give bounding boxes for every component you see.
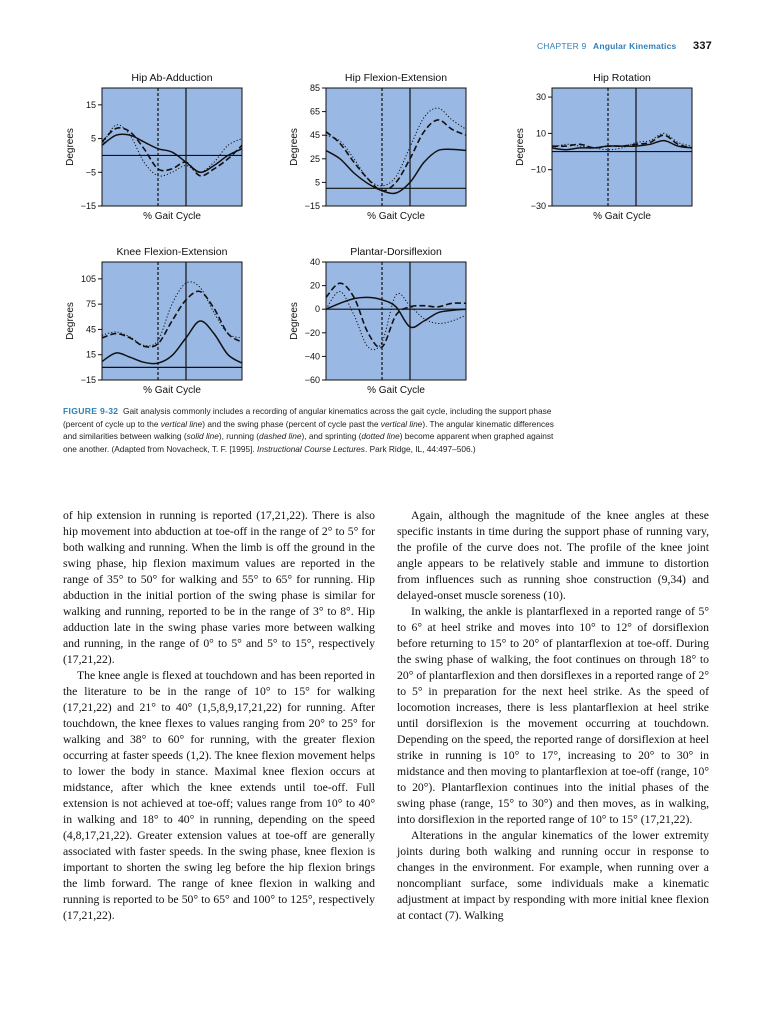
body-paragraph: of hip extension in running is reported (17,21,22). There is also hip movement into abduction at toe-off in the range of 2° to 5° for both walking and running. When the limb is off the ground in the swing phase, hip flexion maximum values are reported in the range of 35° to 50° for walking and 55° to 65° for running. Hip abduction in the initial portion of the swing phase is similar for walking and running, reported to be in the range of 3° to 8°. Hip adduction late in the swing phase varies more between walking and running, in the range of 0° to 5° and 5° to 15°, respectively (17,21,22).: [63, 509, 375, 666]
body-paragraph: The knee angle is flexed at touchdown and has been reported in the literature to be in the range of 10° to 15° for walking (17,21,22) and 21° to 40° (1,5,8,9,17,21,22) for running. After touchdown, the knee flexes to values ranging from 20° to 25° for walking and 38° to 60° for running, with the greater flexion occurring at faster speeds (1,2). The knee flexion movement helps to lower the body in stance. Maximal knee flexion occurs at midstance, after which the knee extends until toe-off. Full extension is not achieved at toe-off; values range from 10° to 40° in walking and 18° to 40° in running, depending on the speed (4,8,17,21,22). Greater extension values at toe-off are generally associated with faster speeds. In the swing phase, knee flexion is important to shorten the swing leg before the hip flexion brings the limb forward. The range of knee flexion in walking and running is reported to be 50° to 65° and 100° to 125°, respectively (17,21,22).: [63, 669, 375, 922]
y-axis-label: Degrees: [65, 128, 76, 166]
y-tick-label: 25: [309, 153, 320, 164]
chart-plantar-dorsiflexion: [284, 242, 474, 402]
y-tick-label: 65: [309, 106, 320, 117]
caption-text: ). The angular kinematic differences and similarities between walking (: [63, 418, 554, 442]
y-tick-label: 5: [90, 133, 96, 144]
chapter-label: CHAPTER 9: [536, 41, 587, 51]
x-axis-label: % Gait Cycle: [143, 211, 201, 222]
caption-emphasis: dotted line: [361, 431, 400, 442]
caption-text: ), and sprinting (: [301, 431, 362, 442]
x-axis-label: % Gait Cycle: [367, 385, 425, 396]
x-axis-label: % Gait Cycle: [143, 385, 201, 396]
caption-emphasis: vertical line: [380, 418, 423, 429]
y-tick-label: 75: [85, 299, 96, 310]
chart-title: Plantar-Dorsiflexion: [350, 246, 442, 258]
caption-text: ), running (: [218, 431, 260, 442]
body-column-right: [397, 508, 709, 924]
caption-emphasis: vertical line: [160, 418, 203, 429]
y-tick-label: 105: [80, 273, 96, 284]
body-column-left: [63, 508, 375, 924]
y-tick-label: −30: [530, 201, 546, 211]
y-tick-label: 85: [309, 83, 320, 93]
y-axis-label: Degrees: [289, 302, 300, 340]
caption-emphasis: dashed line: [259, 431, 302, 442]
plot-area: [102, 88, 242, 206]
figure-caption: [63, 405, 563, 455]
y-tick-label: −15: [80, 375, 96, 385]
figure-label: FIGURE 9-32: [63, 406, 119, 416]
body-paragraph: Again, although the magnitude of the knee angles at these specific instants in time during the support phase of running vary, the profile of the curve does not. The profile of the knee joint angle appears to be relatively stable and immune to distortion from influences such as running shoe construction (9,34) and delayed-onset muscle soreness (10).: [397, 509, 709, 602]
chart-hip-ab-adduction: [60, 68, 250, 228]
y-axis-label: Degrees: [65, 302, 76, 340]
chart-title: Hip Rotation: [593, 72, 651, 84]
y-tick-label: −15: [80, 201, 96, 211]
x-axis-label: % Gait Cycle: [367, 211, 425, 222]
chart-hip-rotation: [510, 68, 710, 228]
chart-title: Hip Ab-Adduction: [131, 72, 213, 84]
chart-title: Hip Flexion-Extension: [344, 72, 448, 84]
chart-title: Knee Flexion-Extension: [116, 246, 228, 258]
y-tick-label: 5: [314, 177, 320, 188]
body-paragraph: Alterations in the angular kinematics of the lower extremity joints during both walking and running occur in response to changes in the environment. For example, when running over a noncompliant surface, some individuals make a kinematic adjustment at impact by responding with more initial knee flexion at contact (7). Walking: [397, 829, 709, 922]
caption-text: ) become apparent when graphed against one another. (Adapted from Novacheck, T. F. [1995].: [63, 431, 554, 454]
caption-emphasis: Instructional Course Lectures: [257, 443, 365, 454]
y-tick-label: 0: [314, 304, 320, 315]
plot-area: [326, 262, 466, 380]
y-tick-label: 20: [309, 280, 320, 291]
caption-emphasis: solid line: [186, 431, 219, 442]
chart-knee-flexion-extension: [60, 242, 250, 402]
caption-text: . Park Ridge, IL, 44:497–506.): [364, 443, 476, 454]
y-tick-label: 45: [85, 324, 96, 335]
chart-hip-flexion-extension: [284, 68, 474, 228]
y-tick-label: −40: [304, 351, 320, 362]
caption-text: Gait analysis commonly includes a recording of angular kinematics across the gait cycle, including the support phase (percent of cycle up to the: [63, 406, 552, 429]
y-tick-label: −10: [530, 164, 546, 175]
y-tick-label: −5: [85, 167, 96, 178]
y-tick-label: −15: [304, 201, 320, 211]
y-tick-label: 15: [85, 99, 96, 110]
y-tick-label: −20: [304, 327, 320, 338]
y-tick-label: 40: [309, 257, 320, 267]
y-tick-label: −60: [304, 375, 320, 385]
y-tick-label: 10: [535, 128, 546, 139]
body-paragraph: In walking, the ankle is plantarflexed in a reported range of 5° to 6° at heel strike and moves into 10° to 12° of dorsiflexion before returning to 15° to 20° of plantarflexion at toe-off. During the swing phase of walking, the foot continues on through 18° to 20° of plantarflexion and then dorsiflexes in a reported range of 2° to 5° in preparation for the next heel strike. As the speed of locomotion increases, there is less plantarflexion at heel strike until dorsiflexion is the movement occurring at touchdown. Depending on the speed, the reported range of dorsiflexion at heel strike in running is 10° to 17°, increasing to 20° to 30° in midstance and then moving to plantarflexion at toe-off (range, 10° to 20°). Plantarflexion continues into the initial phases of the swing phase (range, 15° to 30°) and then moves, as in walking, into dorsiflexion in the reported range of 10° to 15° (17,21,22).: [397, 605, 709, 826]
y-tick-label: 45: [309, 130, 320, 141]
y-tick-label: 15: [85, 349, 96, 360]
y-tick-label: 30: [535, 92, 546, 103]
y-axis-label: Degrees: [289, 128, 300, 166]
chapter-title: Angular Kinematics: [593, 41, 677, 51]
y-axis-label: Degrees: [515, 128, 526, 166]
running-head: [380, 40, 712, 52]
plot-area: [552, 88, 692, 206]
caption-text: ) and the swing phase (percent of cycle past the: [202, 418, 381, 429]
x-axis-label: % Gait Cycle: [593, 211, 651, 222]
page-number: 337: [693, 40, 712, 52]
